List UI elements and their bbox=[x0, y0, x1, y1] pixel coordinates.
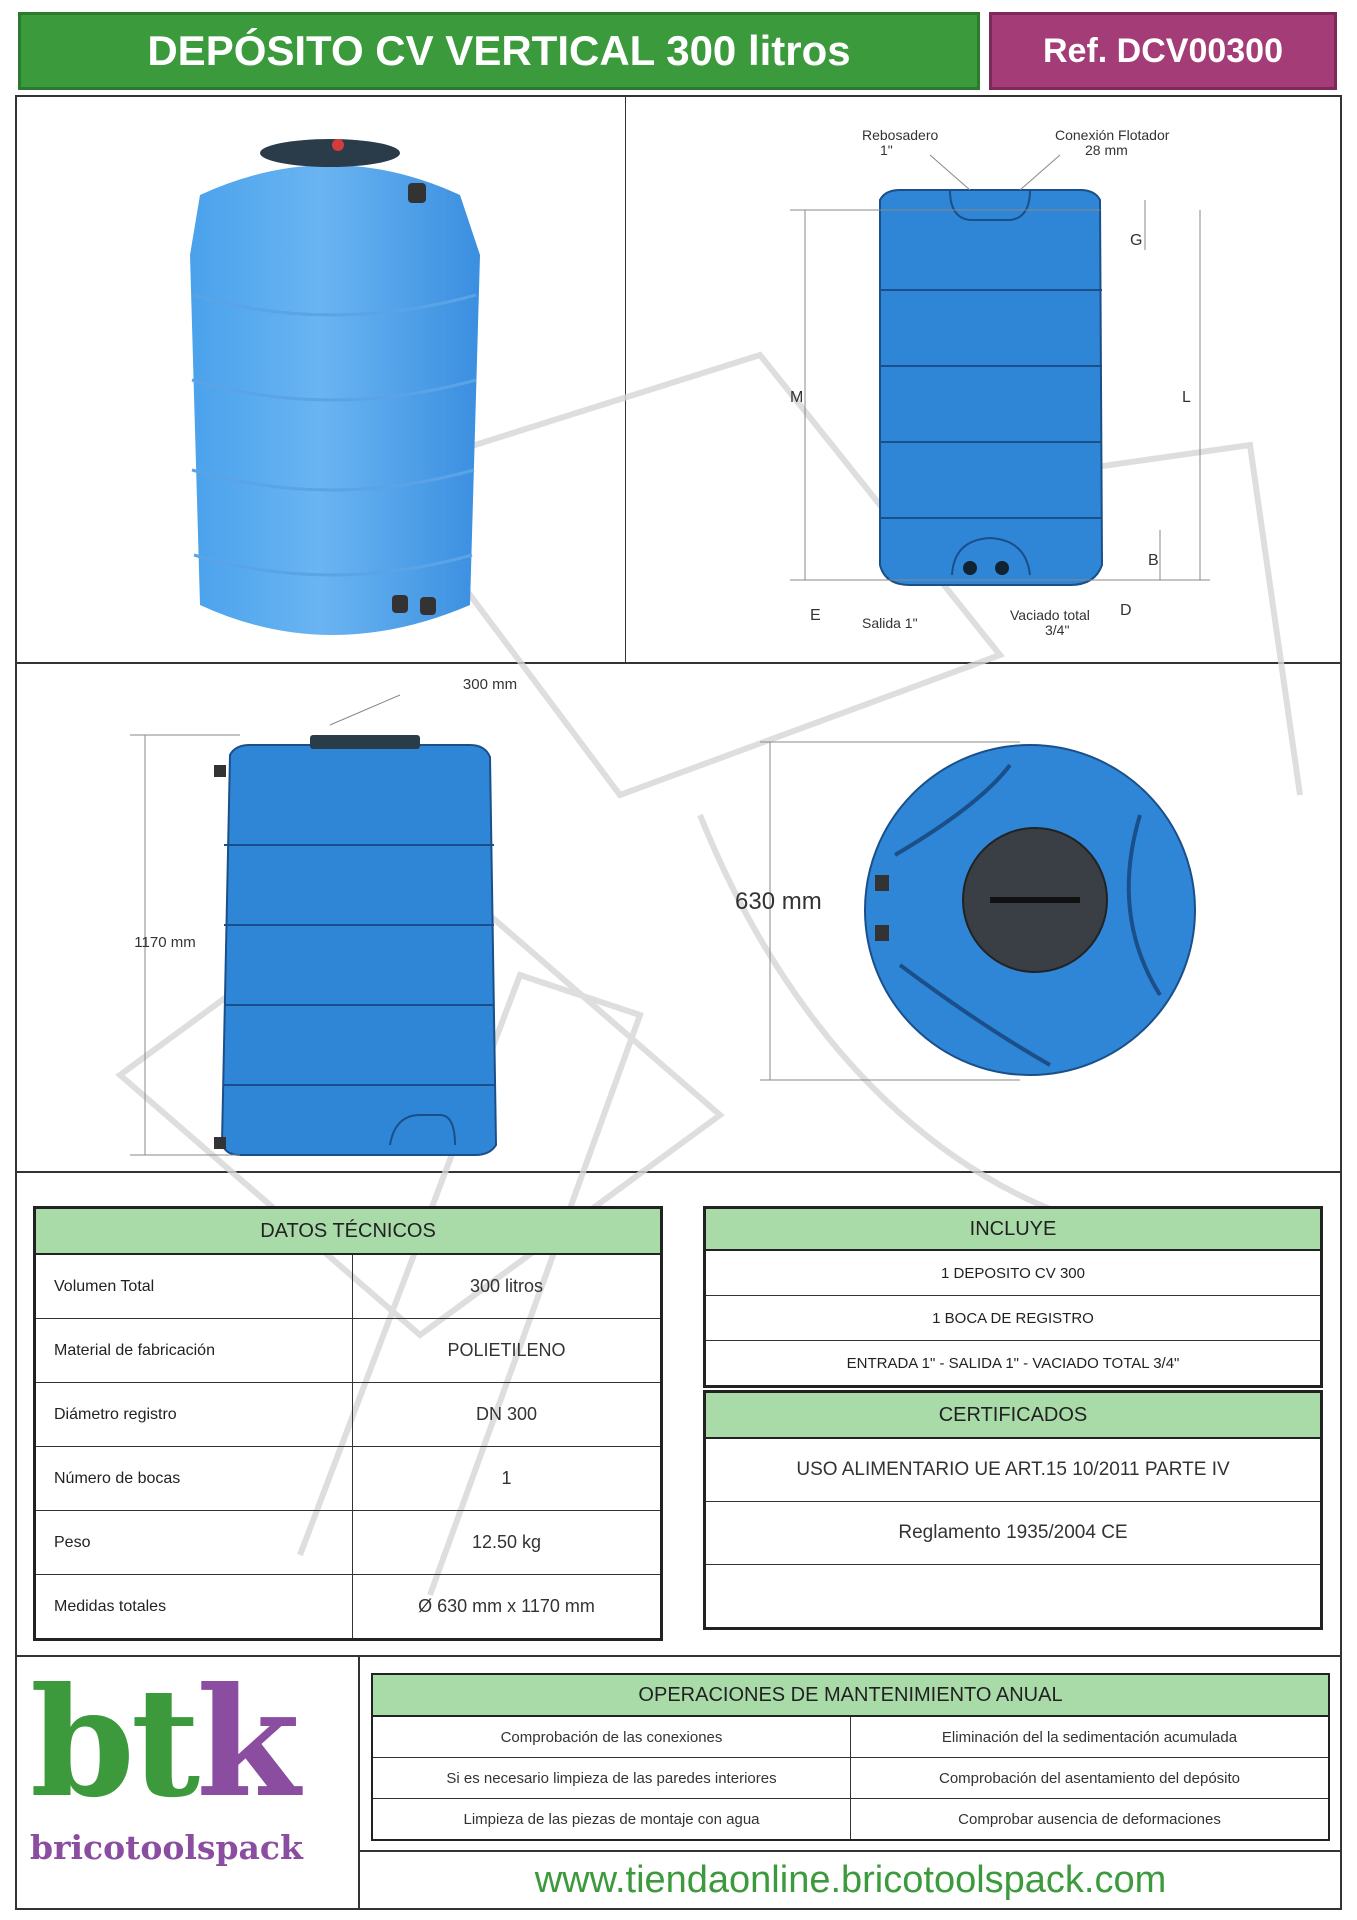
label-rebosadero: Rebosadero bbox=[862, 127, 939, 143]
label-e: E bbox=[810, 607, 821, 624]
tech-label: Peso bbox=[35, 1511, 353, 1575]
label-conexion: Conexión Flotador bbox=[1055, 127, 1170, 143]
label-vaciado-size: 3/4" bbox=[1045, 622, 1070, 638]
divider-col-bottom bbox=[358, 1655, 360, 1910]
tech-label: Volumen Total bbox=[35, 1254, 353, 1319]
list-item: USO ALIMENTARIO UE ART.15 10/2011 PARTE IV bbox=[705, 1438, 1322, 1502]
maintenance-item: Comprobar ausencia de deformaciones bbox=[851, 1799, 1330, 1841]
table-row bbox=[372, 1716, 1329, 1758]
logo bbox=[30, 1655, 350, 1831]
table-row bbox=[35, 1319, 662, 1383]
label-l: L bbox=[1182, 389, 1191, 406]
list-item: 1 BOCA DE REGISTRO bbox=[705, 1296, 1322, 1341]
label-vaciado: Vaciado total bbox=[1010, 607, 1090, 623]
includes-title: INCLUYE bbox=[705, 1208, 1322, 1251]
maintenance-table bbox=[371, 1673, 1330, 1841]
logo-letter-t: t bbox=[130, 1655, 197, 1831]
maintenance-item: Si es necesario limpieza de las paredes interiores bbox=[372, 1758, 851, 1799]
table-row bbox=[35, 1447, 662, 1511]
maintenance-item: Limpieza de las piezas de montaje con agua bbox=[372, 1799, 851, 1841]
label-conexion-size: 28 mm bbox=[1085, 142, 1128, 158]
technical-data-table bbox=[33, 1206, 663, 1641]
label-m: M bbox=[790, 389, 804, 406]
maintenance-item: Eliminación del la sedimentación acumulada bbox=[851, 1716, 1330, 1758]
certificates-table bbox=[703, 1390, 1323, 1630]
technical-data-title: DATOS TÉCNICOS bbox=[35, 1208, 662, 1255]
dimension-height: 1170 mm bbox=[134, 934, 196, 951]
tech-value: POLIETILENO bbox=[353, 1319, 662, 1383]
tech-label: Diámetro registro bbox=[35, 1383, 353, 1447]
tech-label: Medidas totales bbox=[35, 1575, 353, 1640]
label-salida: Salida 1" bbox=[862, 615, 918, 631]
tech-value: 1 bbox=[353, 1447, 662, 1511]
logo-wordmark: bricotoolspack bbox=[30, 1828, 303, 1867]
reference-badge: Ref. DCV00300 bbox=[989, 12, 1337, 90]
overflow-fitting-icon bbox=[408, 183, 426, 203]
label-b: B bbox=[1148, 552, 1159, 569]
table-row bbox=[35, 1254, 662, 1319]
label-d: D bbox=[1120, 602, 1132, 619]
list-item bbox=[705, 1565, 1322, 1629]
maintenance-title: OPERACIONES DE MANTENIMIENTO ANUAL bbox=[372, 1674, 1329, 1716]
table-row bbox=[35, 1575, 662, 1640]
table-row bbox=[372, 1758, 1329, 1799]
dimension-top: 300 mm bbox=[462, 676, 518, 693]
list-item: ENTRADA 1" - SALIDA 1" - VACIADO TOTAL 3/4" bbox=[705, 1341, 1322, 1387]
tech-value: DN 300 bbox=[353, 1383, 662, 1447]
tech-value: 300 litros bbox=[353, 1254, 662, 1319]
maintenance-item: Comprobación de las conexiones bbox=[372, 1716, 851, 1758]
list-item: 1 DEPOSITO CV 300 bbox=[705, 1250, 1322, 1296]
includes-table bbox=[703, 1206, 1323, 1388]
logo-letter-b: b bbox=[30, 1655, 131, 1831]
tech-label: Número de bocas bbox=[35, 1447, 353, 1511]
certificates-title: CERTIFICADOS bbox=[705, 1392, 1322, 1439]
maintenance-item: Comprobación del asentamiento del depósito bbox=[851, 1758, 1330, 1799]
tank-photo bbox=[180, 135, 490, 655]
table-row bbox=[35, 1511, 662, 1575]
dimension-diameter: 630 mm bbox=[735, 888, 822, 915]
tech-value: 12.50 kg bbox=[353, 1511, 662, 1575]
logo-letter-k: k bbox=[196, 1655, 297, 1831]
tech-value: Ø 630 mm x 1170 mm bbox=[353, 1575, 662, 1640]
label-g: G bbox=[1130, 232, 1143, 249]
technical-drawing bbox=[640, 110, 1330, 655]
table-row bbox=[372, 1799, 1329, 1841]
table-row bbox=[35, 1383, 662, 1447]
label-rebosadero-size: 1" bbox=[880, 142, 893, 158]
website-link[interactable]: www.tiendaonline.bricotoolspack.com bbox=[534, 1858, 1167, 1901]
page-title: DEPÓSITO CV VERTICAL 300 litros bbox=[18, 12, 980, 90]
tank-side-view bbox=[110, 675, 510, 1165]
list-item: Reglamento 1935/2004 CE bbox=[705, 1502, 1322, 1565]
tech-label: Material de fabricación bbox=[35, 1319, 353, 1383]
